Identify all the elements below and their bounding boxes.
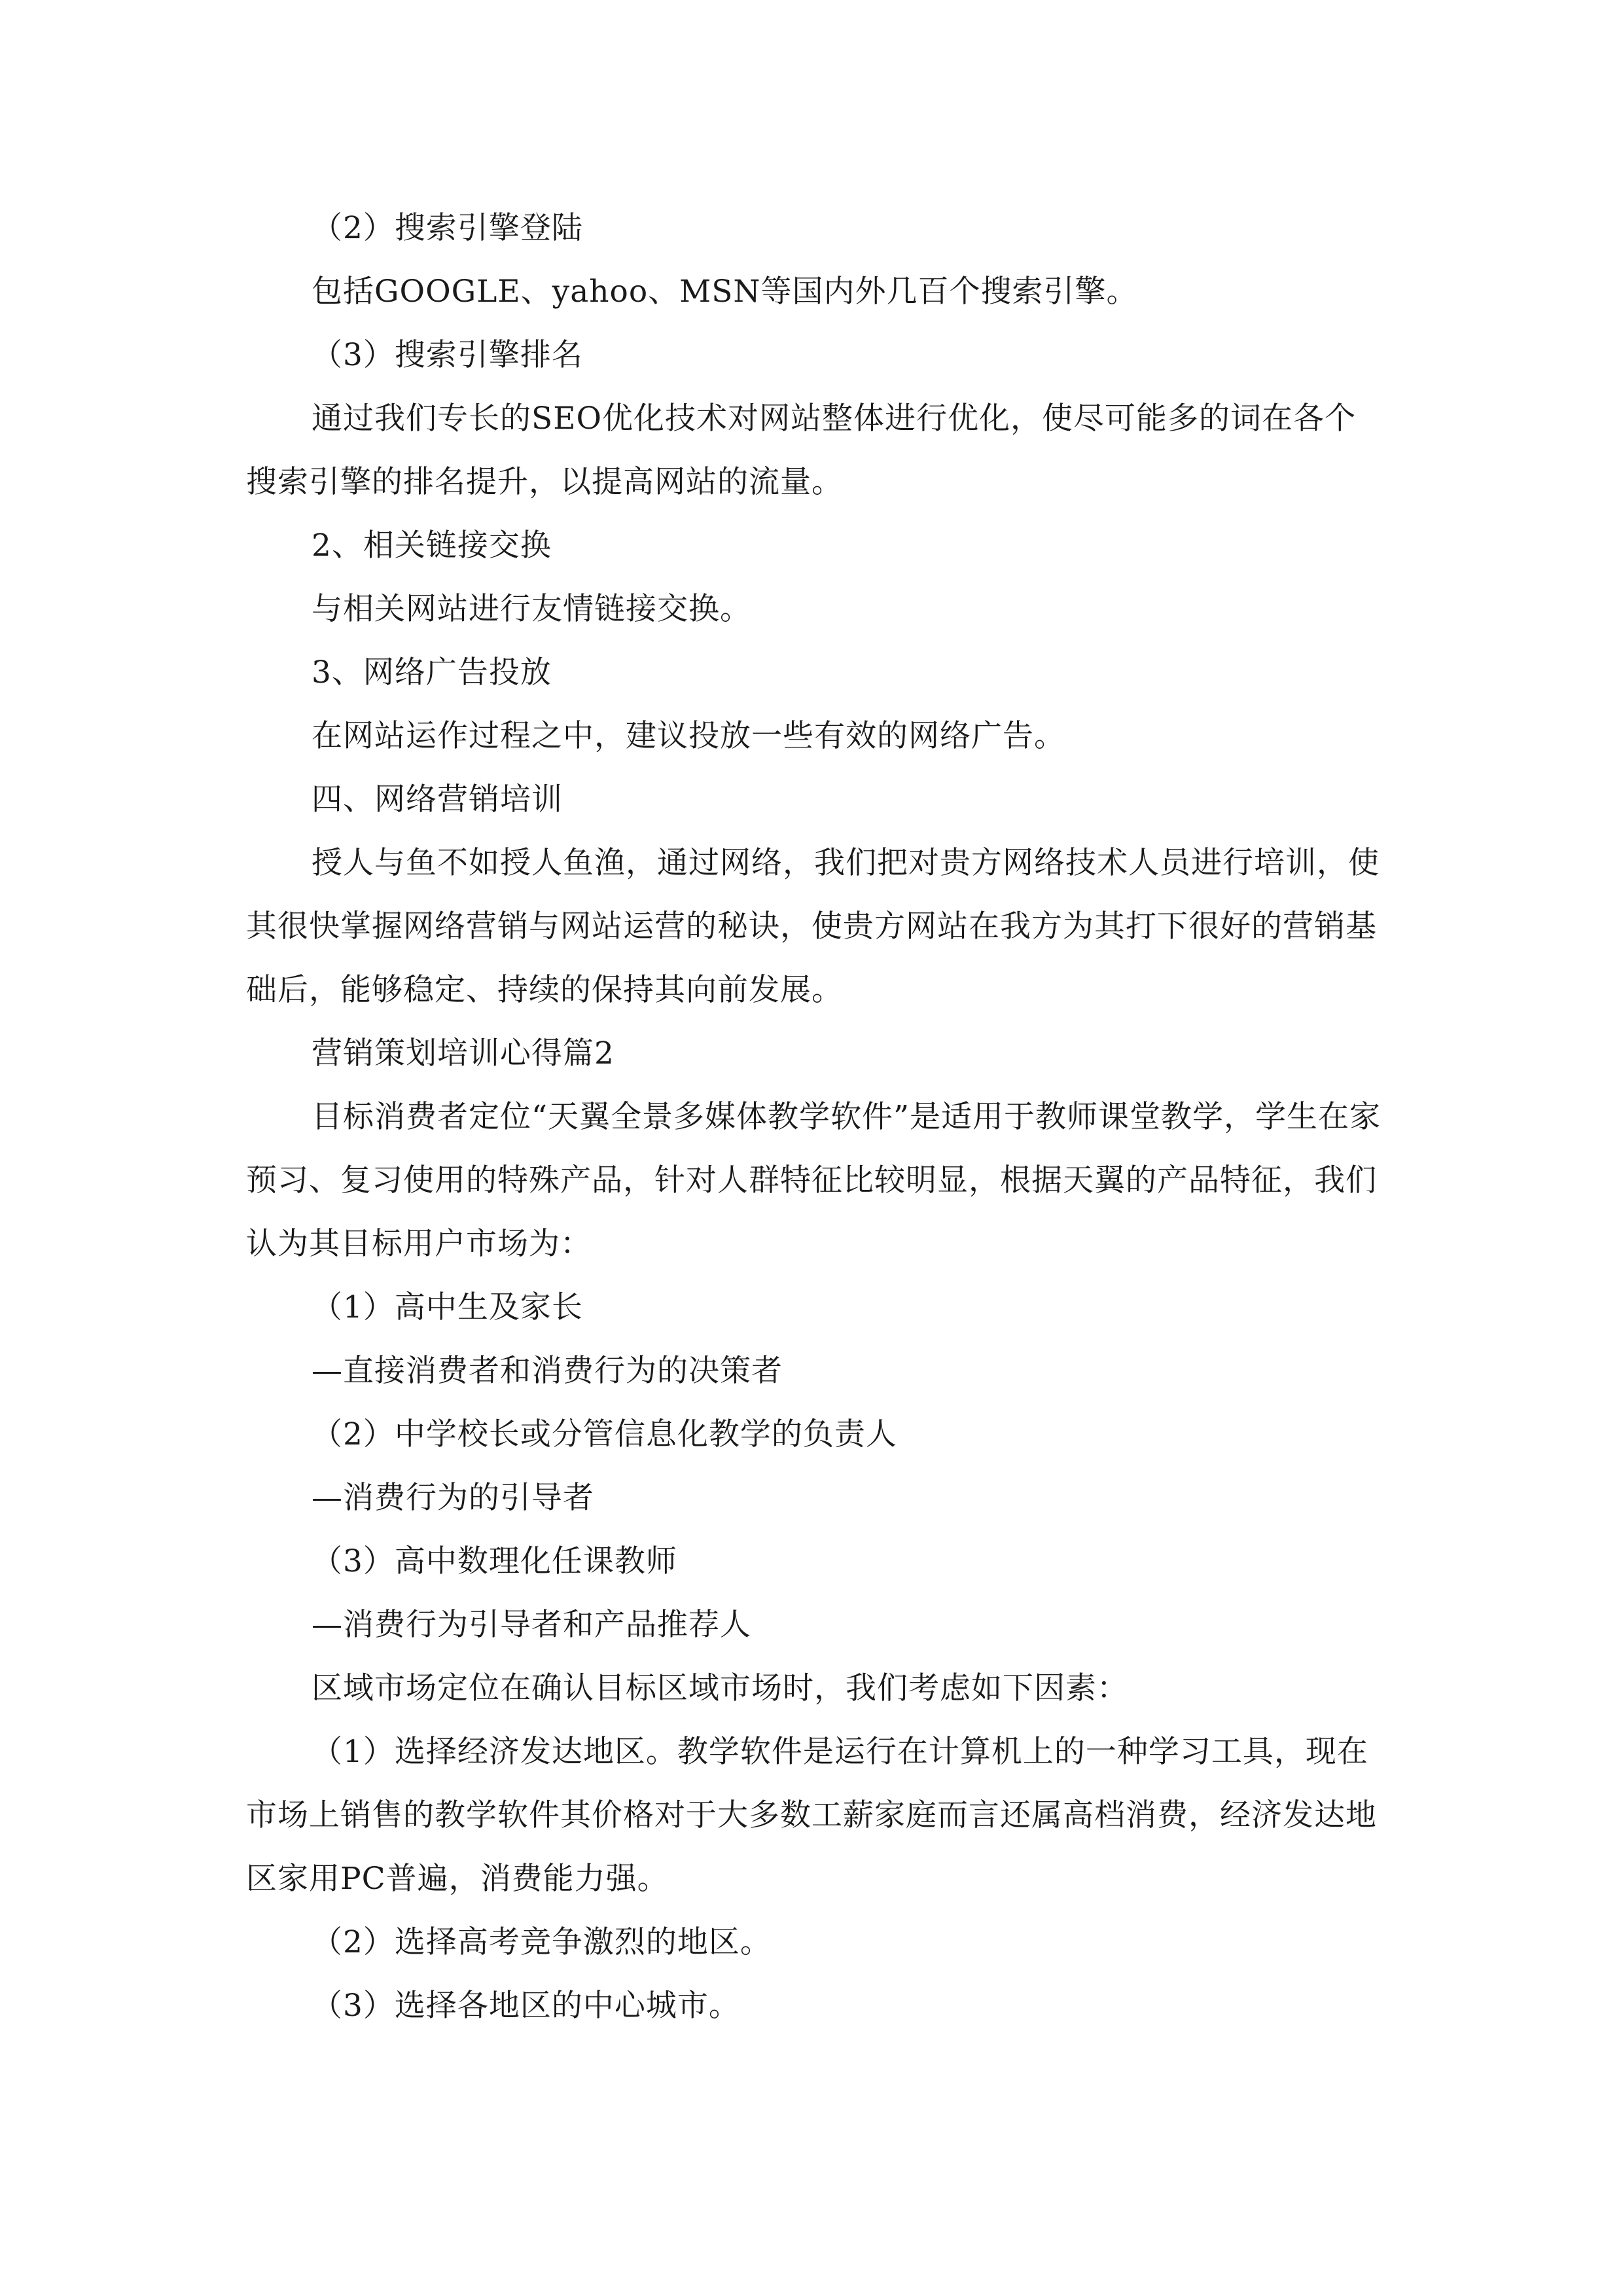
document-page [246, 196, 1385, 2037]
paragraph: （2）搜索引擎登陆 [312, 210, 583, 246]
list-item-note: —消费行为引导者和产品推荐人 [312, 1607, 751, 1643]
paragraph: （1）选择经济发达地区。教学软件是运行在计算机上的一种学习工具，现在市场上销售的教学软件其价格对于大多数工薪家庭而言还属高档消费，经济发达地区家用PC普遍，消费能力强。 [246, 1734, 1377, 1897]
list-item: （2）中学校长或分管信息化教学的负责人 [312, 1416, 897, 1452]
paragraph: 通过我们专长的SEO优化技术对网站整体进行优化，使尽可能多的词在各个搜索引擎的排名提升，以提高网站的流量。 [246, 401, 1357, 500]
list-item-note: —消费行为的引导者 [312, 1480, 594, 1516]
section-heading: 3、网络广告投放 [312, 655, 552, 691]
paragraph: 区域市场定位在确认目标区域市场时，我们考虑如下因素： [312, 1670, 1128, 1706]
list-item: （2）选择高考竞争激烈的地区。 [312, 1924, 772, 1960]
section-heading: 四、网络营销培训 [312, 781, 563, 817]
paragraph: 包括GOOGLE、yahoo、MSN等国内外几百个搜索引擎。 [312, 274, 1138, 310]
paragraph: 在网站运作过程之中，建议投放一些有效的网络广告。 [312, 718, 1065, 754]
paragraph: 授人与鱼不如授人鱼渔，通过网络，我们把对贵方网络技术人员进行培训，使其很快掌握网络营销与网站运营的秘诀，使贵方网站在我方为其打下很好的营销基础后，能够稳定、持续的保持其向前发展。 [246, 845, 1380, 1008]
list-item: （3）高中数理化任课教师 [312, 1543, 677, 1579]
paragraph: 与相关网站进行友情链接交换。 [312, 591, 751, 627]
list-item: （1）高中生及家长 [312, 1289, 583, 1325]
paragraph: （3）搜索引擎排名 [312, 337, 583, 373]
list-item-note: —直接消费者和消费行为的决策者 [312, 1353, 783, 1389]
section-heading: 2、相关链接交换 [312, 528, 552, 564]
paragraph: 目标消费者定位“天翼全景多媒体教学软件”是适用于教师课堂教学，学生在家预习、复习使用的特殊产品，针对人群特征比较明显，根据天翼的产品特征，我们认为其目标用户市场为： [246, 1099, 1382, 1262]
list-item: （3）选择各地区的中心城市。 [312, 1988, 740, 2024]
article-title: 营销策划培训心得篇2 [312, 1035, 615, 1071]
